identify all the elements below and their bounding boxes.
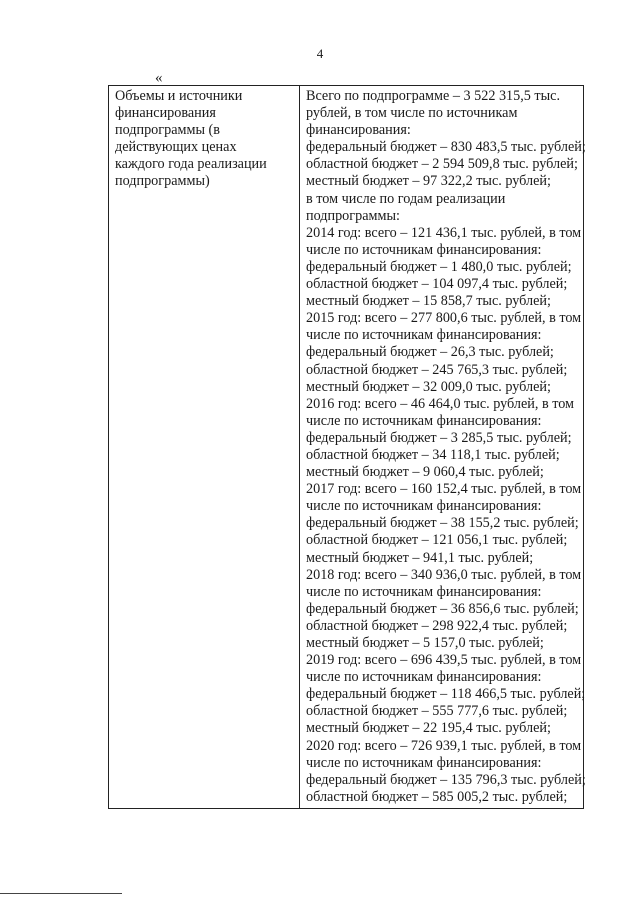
content-line: 2020 год: всего – 726 939,1 тыс. рублей, в том <box>306 737 582 754</box>
financing-table <box>108 85 584 809</box>
content-line: федеральный бюджет – 1 480,0 тыс. рублей; <box>306 258 572 275</box>
content-line: федеральный бюджет – 26,3 тыс. рублей; <box>306 344 554 361</box>
content-line: числе по источникам финансирования: <box>306 583 542 600</box>
content-line: числе по источникам финансирования: <box>306 327 542 344</box>
table-label-cell <box>109 86 300 809</box>
label-line: подпрограммы) <box>115 173 210 190</box>
content-line: 2015 год: всего – 277 800,6 тыс. рублей, в том <box>306 310 582 327</box>
label-line: Объемы и источники <box>115 88 243 104</box>
content-line: местный бюджет – 22 195,4 тыс. рублей; <box>306 720 551 737</box>
content-line: областной бюджет – 104 097,4 тыс. рублей; <box>306 276 568 293</box>
content-line: рублей, в том числе по источникам <box>306 105 518 122</box>
content-line: местный бюджет – 97 322,2 тыс. рублей; <box>306 173 551 190</box>
content-line: областной бюджет – 34 118,1 тыс. рублей; <box>306 446 560 463</box>
content-line: федеральный бюджет – 118 466,5 тыс. рублей; <box>306 686 586 703</box>
content-line: 2014 год: всего – 121 436,1 тыс. рублей, в том <box>306 224 582 241</box>
content-line: числе по источникам финансирования: <box>306 669 542 686</box>
content-line: числе по источникам финансирования: <box>306 241 542 258</box>
content-line: федеральный бюджет – 38 155,2 тыс. рублей; <box>306 515 579 532</box>
content-line: 2016 год: всего – 46 464,0 тыс. рублей, в том <box>306 395 575 412</box>
content-line: федеральный бюджет – 36 856,6 тыс. рублей; <box>306 600 579 617</box>
content-line: областной бюджет – 2 594 509,8 тыс. рублей; <box>306 156 578 173</box>
content-line: областной бюджет – 585 005,2 тыс. рублей; <box>306 788 568 805</box>
content-line: финансирования: <box>306 122 411 139</box>
content-line: в том числе по годам реализации <box>306 190 506 207</box>
content-line: 2017 год: всего – 160 152,4 тыс. рублей, в том <box>306 481 582 498</box>
content-line: 2018 год: всего – 340 936,0 тыс. рублей, в том <box>306 566 582 583</box>
content-line: федеральный бюджет – 135 796,3 тыс. рублей; <box>306 771 586 788</box>
table-content-cell <box>300 86 584 809</box>
label-line: действующих ценах <box>115 139 237 156</box>
content-line: числе по источникам финансирования: <box>306 754 542 771</box>
content-line: местный бюджет – 32 009,0 тыс. рублей; <box>306 378 551 395</box>
opening-quote-mark: « <box>155 70 163 86</box>
content-line: местный бюджет – 15 858,7 тыс. рублей; <box>306 293 551 310</box>
label-line: финансирования <box>115 105 216 122</box>
content-line: Всего по подпрограмме – 3 522 315,5 тыс. <box>306 88 561 104</box>
content-line: федеральный бюджет – 3 285,5 тыс. рублей; <box>306 429 572 446</box>
content-line: областной бюджет – 298 922,4 тыс. рублей; <box>306 617 568 634</box>
content-line: числе по источникам финансирования: <box>306 412 542 429</box>
content-line: подпрограммы: <box>306 207 400 224</box>
content-line: областной бюджет – 555 777,6 тыс. рублей; <box>306 703 568 720</box>
label-line: каждого года реализации <box>115 156 267 173</box>
content-line: местный бюджет – 5 157,0 тыс. рублей; <box>306 635 544 651</box>
content-line: местный бюджет – 9 060,4 тыс. рублей; <box>306 464 544 481</box>
content-line: областной бюджет – 245 765,3 тыс. рублей; <box>306 361 568 378</box>
footnote-rule <box>0 893 122 894</box>
content-line: областной бюджет – 121 056,1 тыс. рублей; <box>306 532 568 549</box>
content-line: 2019 год: всего – 696 439,5 тыс. рублей, в том <box>306 652 582 669</box>
content-line: федеральный бюджет – 830 483,5 тыс. рублей; <box>306 139 586 156</box>
label-line: подпрограммы (в <box>115 122 220 139</box>
content-line: местный бюджет – 941,1 тыс. рублей; <box>306 549 534 566</box>
table-row <box>109 86 584 809</box>
page-number: 4 <box>316 46 324 61</box>
content-line: числе по источникам финансирования: <box>306 498 542 515</box>
